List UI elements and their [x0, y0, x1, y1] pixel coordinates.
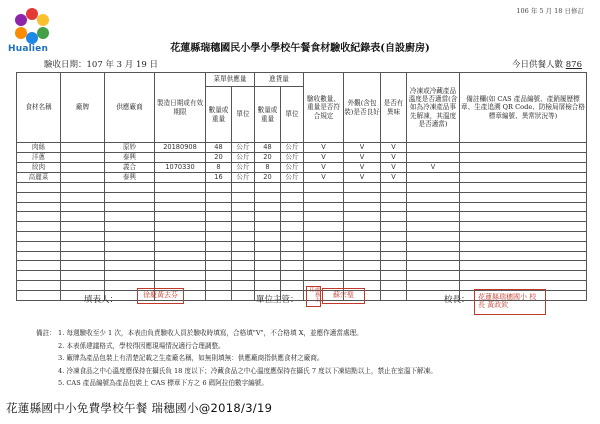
cell-odor[interactable]: V: [381, 173, 407, 183]
cell-name[interactable]: 洋蔥: [17, 153, 61, 163]
cell-arrived-qty[interactable]: 8: [255, 163, 281, 173]
empty-row: [17, 231, 587, 241]
table-row: [17, 163, 587, 173]
cell-arrived-unit[interactable]: 公斤: [281, 173, 304, 183]
header-arrived-unit: 單位: [281, 87, 304, 143]
header-vendor-supply: 菜單供應量: [206, 73, 255, 87]
cell-frozen[interactable]: [407, 173, 460, 183]
inspection-date: [44, 58, 158, 70]
header-supply-unit: 單位: [232, 87, 255, 143]
cell-vendor[interactable]: 泰興: [105, 153, 155, 163]
cell-name[interactable]: 高麗菜: [17, 173, 61, 183]
header-arrived: 進貨量: [255, 73, 304, 87]
inspection-table: [16, 72, 587, 301]
meal-count: [512, 58, 582, 70]
table-row: [17, 143, 587, 153]
cell-qty[interactable]: 8: [206, 163, 232, 173]
cell-arrived-unit[interactable]: 公斤: [281, 163, 304, 173]
supervisor-title-stamp: 總務主任: [306, 286, 321, 307]
cell-mfg[interactable]: [155, 173, 206, 183]
cell-name[interactable]: 肉絲: [17, 143, 61, 153]
note-item: 2. 本表係建議格式，學校得因應現場情況適行合理調整。: [58, 341, 225, 350]
principal-stamp: 花蓮縣瑞穗國小 校長 黃政欽: [474, 289, 546, 315]
cell-appearance[interactable]: V: [344, 143, 381, 153]
header-arrived-qty: 數量或重量: [255, 87, 281, 143]
count-label: 今日供餐人數: [512, 60, 564, 70]
cell-unit[interactable]: 公斤: [232, 153, 255, 163]
cell-arrived-unit[interactable]: 公斤: [281, 143, 304, 153]
header-supply-qty: 數量或重量: [206, 87, 232, 143]
cell-remarks[interactable]: [460, 153, 587, 163]
cell-brand[interactable]: [61, 153, 105, 163]
cell-brand[interactable]: [61, 163, 105, 173]
note-item: 5. CAS 產品編號為產品包裝上 CAS 標章下方之 6 碼阿拉伯數字編號。: [58, 379, 268, 388]
empty-row: [17, 212, 587, 222]
supervisor-stamp: 蘇宗聖: [322, 288, 365, 304]
revision-date: 106 年 5 月 18 日修訂: [516, 7, 584, 15]
header-name: 食材名稱: [17, 73, 61, 143]
cell-name[interactable]: 絞肉: [17, 163, 61, 173]
cell-arrived-qty[interactable]: 20: [255, 153, 281, 163]
cell-qty[interactable]: 16: [206, 173, 232, 183]
cell-frozen[interactable]: [407, 143, 460, 153]
cell-odor[interactable]: V: [381, 153, 407, 163]
note-item: 3. 廠牌為產品包裝上有清楚記載之生產廠名稱，如無則填無：供應廠商指供應食材之廠商。: [58, 354, 324, 363]
cell-remarks[interactable]: [460, 163, 587, 173]
cell-vendor[interactable]: 泰興: [105, 173, 155, 183]
count-value: 876: [565, 60, 582, 70]
header-remarks: 備註欄(如 CAS 產品編號、產銷履歷標章、生產追溯 QR Code、防檢局屠檢合格標章編號、異常狀況等): [460, 73, 587, 143]
header-frozen: 冷凍或冷藏產品溫度是否適當(含如為冷凍產品事先解凍，其溫度是否適當): [407, 73, 460, 143]
cell-qty[interactable]: 48: [206, 143, 232, 153]
cell-qty[interactable]: 20: [206, 153, 232, 163]
header-brand: 廠牌: [61, 73, 105, 143]
cell-appearance[interactable]: V: [344, 173, 381, 183]
cell-appearance[interactable]: V: [344, 163, 381, 173]
date-label: 驗收日期：: [44, 60, 87, 70]
notes-list: [58, 327, 437, 390]
empty-row: [17, 251, 587, 261]
cell-check[interactable]: V: [304, 163, 344, 173]
note-item: 4. 冷凍食品之中心溫度應保持在攝氏負 18 度以下；冷藏食品之中心溫度應保持在攝氏 7 度以下凍結點以上，禁止在室溫下解凍。: [58, 366, 437, 375]
date-value: 107 年 3 月 19 日: [86, 60, 158, 70]
empty-row: [17, 202, 587, 212]
header-mfg: 製造日期或有效期限: [155, 73, 206, 143]
cell-remarks[interactable]: [460, 143, 587, 153]
cell-frozen[interactable]: V: [407, 163, 460, 173]
note-item: 1. 每週驗收至少 1 次，本表由負責驗收人員於驗收時填寫，合格填"V"，不合格填 X，並應作適當處理。: [58, 329, 363, 337]
supervisor-label: 單位主管：: [256, 295, 299, 305]
cell-remarks[interactable]: [460, 173, 587, 183]
cell-unit[interactable]: 公斤: [232, 143, 255, 153]
cell-unit[interactable]: 公斤: [232, 163, 255, 173]
header-odor: 是否有異味: [381, 73, 407, 143]
cell-odor[interactable]: V: [381, 143, 407, 153]
empty-row: [17, 241, 587, 251]
header-appearance: 外觀(含包裝)是否良好: [344, 73, 381, 143]
cell-check[interactable]: V: [304, 143, 344, 153]
notes-label: 備註：: [36, 329, 56, 337]
empty-row: [17, 192, 587, 202]
cell-check[interactable]: V: [304, 153, 344, 163]
empty-row: [17, 183, 587, 193]
cell-arrived-qty[interactable]: 48: [255, 143, 281, 153]
page-title: 花蓮縣瑞穗國民小學小學校午餐食材驗收紀錄表(自設廚房): [170, 43, 430, 54]
header-check-qty: 驗收數量、重量是否符合規定: [304, 73, 344, 143]
filler-stamp: 徐慶黃去芬: [137, 288, 184, 304]
cell-odor[interactable]: V: [381, 163, 407, 173]
empty-row: [17, 271, 587, 281]
cell-vendor[interactable]: 原妙: [105, 143, 155, 153]
cell-brand[interactable]: [61, 173, 105, 183]
cell-vendor[interactable]: 義合: [105, 163, 155, 173]
cell-arrived-qty[interactable]: 20: [255, 173, 281, 183]
cell-arrived-unit[interactable]: 公斤: [281, 153, 304, 163]
cell-check[interactable]: V: [304, 173, 344, 183]
cell-unit[interactable]: 公斤: [232, 173, 255, 183]
table-row: [17, 173, 587, 183]
table-row: [17, 153, 587, 163]
header-vendor: 供應廠商: [105, 73, 155, 143]
empty-row: [17, 222, 587, 232]
cell-appearance[interactable]: V: [344, 153, 381, 163]
filler-label: 填表人：: [84, 295, 119, 305]
cell-frozen[interactable]: [407, 153, 460, 163]
cell-brand[interactable]: [61, 143, 105, 153]
photo-caption: 花蓮縣國中小免費學校午餐 瑞穗國小@2018/3/19: [6, 401, 273, 415]
cell-mfg[interactable]: 1070330: [155, 163, 206, 173]
principal-label: 校長：: [444, 295, 470, 305]
cell-mfg[interactable]: 20180908: [155, 143, 206, 153]
logo-text: Hualien: [8, 44, 49, 54]
cell-mfg[interactable]: [155, 153, 206, 163]
empty-row: [17, 261, 587, 271]
